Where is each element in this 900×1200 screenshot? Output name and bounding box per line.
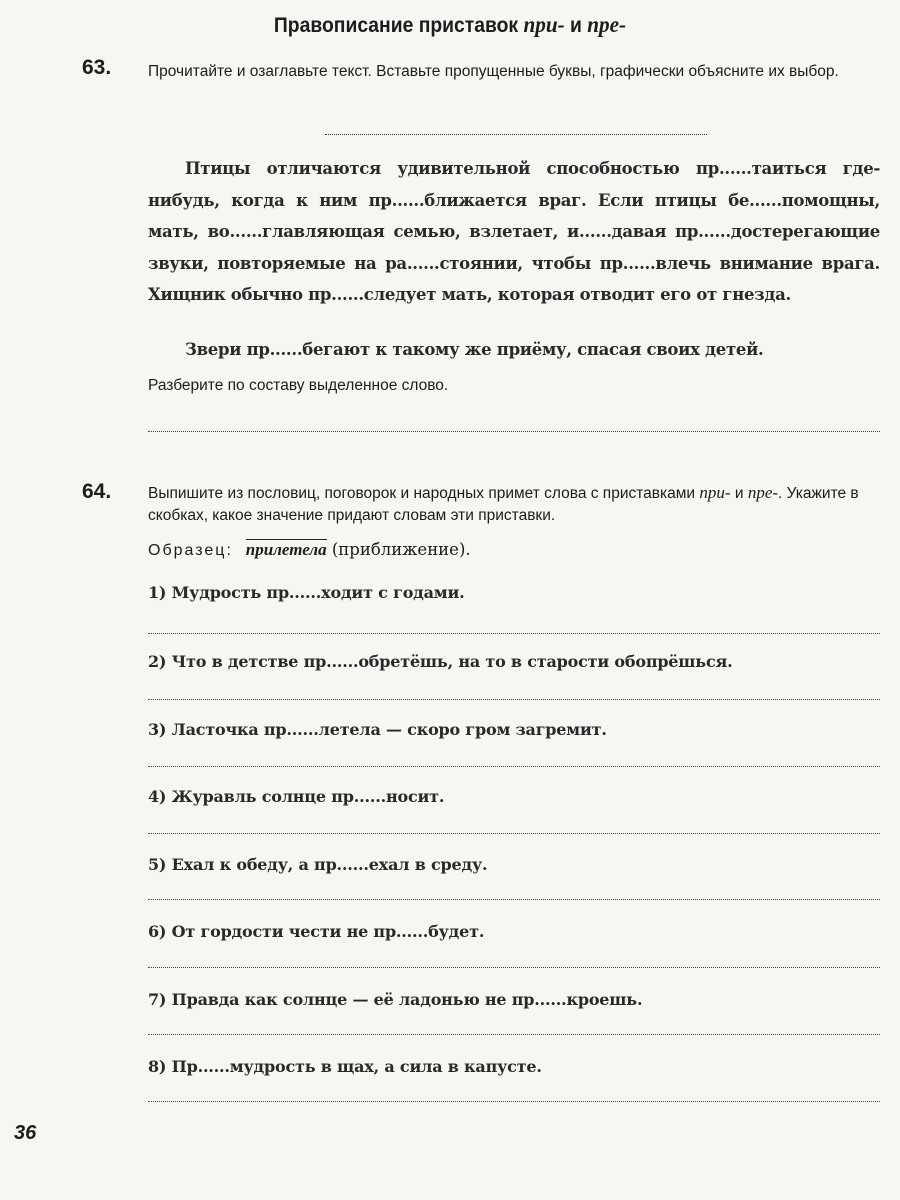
text-part: Звери пр......бегают к такому же: [185, 340, 497, 359]
answer-line[interactable]: [148, 766, 880, 767]
page-number: 36: [14, 1122, 37, 1144]
prefix-pri: при-: [699, 483, 731, 502]
proverb-item: 5) Ехал к обеду, а пр......ехал в среду.: [148, 855, 488, 874]
title-prefix-pri: при-: [523, 12, 565, 37]
exercise-63-text: Птицы отличаются удивительной способностью пр......таиться где-нибудь, когда к ним пр......ближается враг. Если птицы бе......помощны, мать, во......главляющая семью, взлетает, и......давая пр......достерегающие звуки, повторяемые на ра......стоянии, чтобы пр......влечь внимание врага. Хищник обычно пр......следует мать, которая отводит его от гнезда.: [148, 159, 880, 304]
sample-meaning: (приближение).: [326, 540, 471, 559]
exercise-64-number: 64.: [82, 480, 112, 503]
highlighted-word: приёму: [496, 340, 567, 359]
answer-line[interactable]: [148, 899, 880, 900]
title-and: и: [564, 14, 588, 37]
proverb-item: 8) Пр......мудрость в щах, а сила в капусте.: [148, 1057, 542, 1076]
proverb-item: 2) Что в детстве пр......обретёшь, на то в старости обопрёшься.: [148, 652, 733, 671]
exercise-63-task: Разберите по составу выделенное слово.: [148, 377, 449, 394]
proverb-item: 6) От гордости чести не пр......будет.: [148, 922, 485, 941]
instruction-text: . Укажите в скобках, какое значение придают словам эти приставки.: [148, 485, 859, 524]
answer-line[interactable]: [148, 699, 880, 700]
title-text: Правописание приставок: [273, 14, 524, 37]
sample: [148, 540, 471, 560]
answer-line[interactable]: [148, 1101, 880, 1102]
title-prefix-pre: пре-: [587, 12, 627, 37]
answer-line[interactable]: [148, 833, 880, 834]
proverb-item: 7) Правда как солнце — её ладонью не пр......кроешь.: [148, 990, 643, 1009]
answer-line[interactable]: [148, 431, 880, 432]
answer-line[interactable]: [148, 967, 880, 968]
exercise-63-number: 63.: [82, 56, 112, 79]
proverb-item: 3) Ласточка пр......летела — скоро гром загремит.: [148, 720, 607, 739]
exercise-63-text-2: [148, 334, 880, 366]
prefix-pre: пре-: [747, 483, 779, 502]
text-part: , спасая своих детей.: [566, 340, 764, 359]
exercise-64-instruction: [148, 482, 883, 527]
instruction-text: Выпишите из пословиц, поговорок и народных примет слова с приставками: [148, 485, 700, 502]
sample-word: прилетела: [245, 540, 327, 559]
answer-line[interactable]: [148, 1034, 880, 1035]
proverb-item: 1) Мудрость пр......ходит с годами.: [148, 583, 465, 602]
proverb-item: 4) Журавль солнце пр......носит.: [148, 787, 445, 806]
title-answer-line[interactable]: [325, 134, 707, 135]
page-title: [36, 12, 864, 38]
answer-line[interactable]: [148, 633, 880, 634]
exercise-63-instruction: Прочитайте и озаглавьте текст. Вставьте пропущенные буквы, графически объясните их выбор.: [148, 63, 839, 80]
sample-label: Образец:: [148, 542, 233, 559]
instruction-text: и: [730, 485, 748, 502]
